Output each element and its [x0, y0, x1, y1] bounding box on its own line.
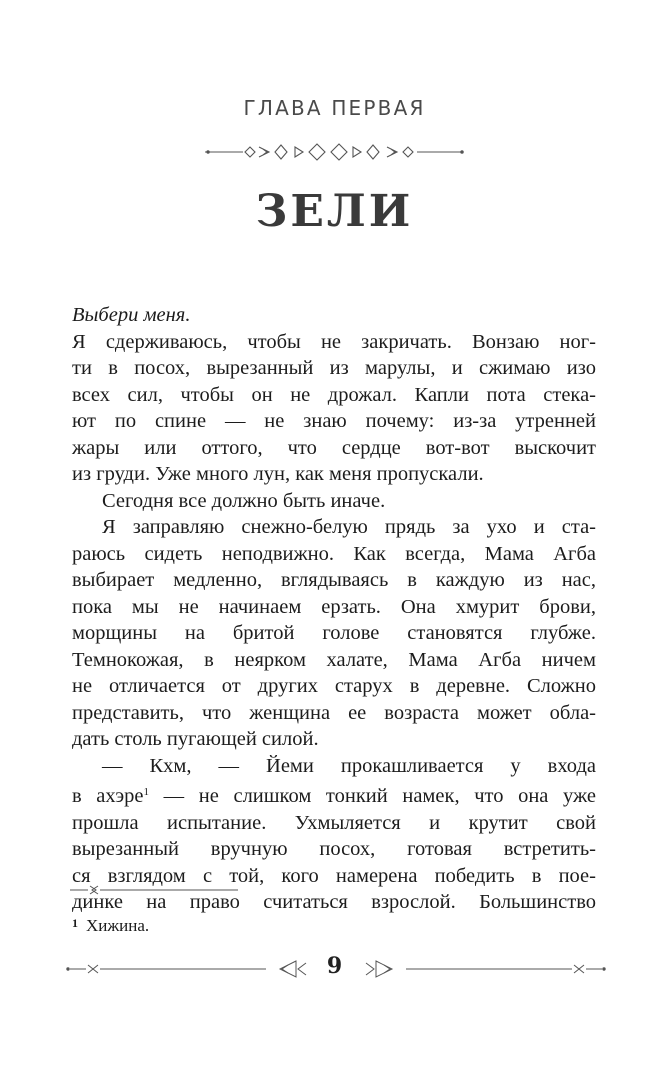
text-fragment: — не слишком тонкий намек, что она уже [149, 785, 596, 807]
chapter-title: ЗЕЛИ [255, 186, 414, 237]
text-line: выбирает медленно, вглядываясь в каждую из нас, [72, 569, 596, 591]
body-text [72, 302, 596, 916]
footnote-marker: 1 [72, 916, 78, 930]
footnote [72, 912, 149, 937]
chapter-label: ГЛАВА ПЕРВАЯ [243, 96, 426, 120]
footnote-ref: 1 [143, 786, 150, 798]
text-line: вырезанный вручную посох, готовая встретить- [72, 838, 596, 860]
text-line: дать столь пугающей силой. [72, 728, 319, 750]
paragraph [72, 302, 596, 329]
text-line: морщины на бритой голове становятся глубже. [72, 622, 596, 644]
text-line: жары или оттого, что сердце вот-вот выскочит [72, 436, 596, 459]
text-line: ся взглядом с той, кого намерена победить в пое- [72, 864, 596, 887]
text-line: не отличается от других старух в деревне. Сложно [72, 675, 596, 697]
text-line: Выбери меня. [72, 304, 191, 326]
text-line: из груди. Уже много лун, как меня пропускали. [72, 463, 484, 485]
footnote-text: Хижина. [86, 916, 150, 935]
text-line: Я сдерживаюсь, чтобы не закричать. Вонзаю ног- [72, 330, 596, 353]
text-line: всех сил, чтобы он не дрожал. Капли пота стека- [72, 383, 596, 406]
text-line: динке на право считаться взрослой. Большинство [72, 891, 596, 913]
text-line: представить, что женщина ее возраста может обла- [72, 701, 596, 724]
text-line: Я заправляю снежно-белую прядь за ухо и ста- [102, 516, 596, 538]
text-line: пока мы не начинаем ерзать. Она хмурит брови, [72, 595, 596, 618]
text-line: Сегодня все должно быть иначе. [102, 489, 386, 512]
page-number: 9 [326, 953, 343, 979]
text-line: — Кхм, — Йеми прокашливается у входа [102, 754, 596, 777]
text-line: прошла испытание. Ухмыляется и крутит свой [72, 811, 596, 834]
paragraph [72, 514, 596, 753]
paragraph [72, 329, 596, 488]
text-line: ют по спине — не знаю почему: из-за утренней [72, 410, 596, 432]
footnote-divider-icon [70, 884, 238, 896]
text-line [72, 779, 596, 810]
paragraph [72, 488, 596, 515]
text-line: ти в посох, вырезанный из марулы, и сжимаю изо [72, 357, 596, 379]
text-fragment: в ахэре [72, 785, 144, 807]
text-line: Темнокожая, в неярком халате, Мама Агба ничем [72, 648, 596, 671]
text-line: раюсь сидеть неподвижно. Как всегда, Мама Агба [72, 542, 596, 565]
top-ornament-icon [205, 140, 465, 164]
